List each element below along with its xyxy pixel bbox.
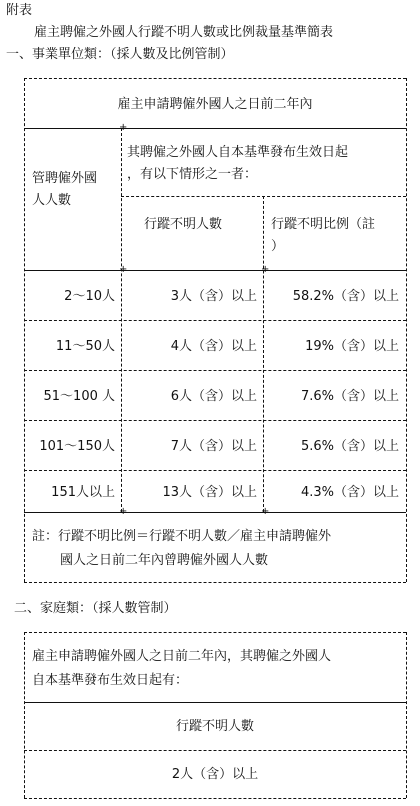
table-border-right bbox=[406, 632, 407, 798]
table-cross: + bbox=[119, 506, 128, 517]
section2-heading: 二、家庭類：（採人數管制） bbox=[14, 601, 177, 616]
row-range: 11～50人 bbox=[55, 339, 115, 354]
table-rule bbox=[24, 470, 406, 471]
section2-header-line2: 自本基準發布生效日起有： bbox=[32, 673, 189, 688]
table-top-header: 雇主申請聘僱外國人之日前二年內 bbox=[117, 97, 313, 112]
table-border-left bbox=[24, 78, 25, 582]
table-rule bbox=[24, 582, 406, 583]
appendix-label: 附表 bbox=[6, 3, 33, 18]
table-note-line1: 註：行蹤不明比例＝行蹤不明人數／雇主申請聘僱外 bbox=[32, 529, 332, 544]
table-rule bbox=[24, 750, 406, 751]
table-rule bbox=[24, 632, 406, 633]
table-rule bbox=[24, 512, 406, 513]
column-divider bbox=[121, 128, 122, 512]
page-title: 雇主聘僱之外國人行蹤不明人數或比例裁量基準簡表 bbox=[34, 25, 334, 40]
table-border-right bbox=[406, 78, 407, 582]
table-rule bbox=[24, 702, 406, 703]
row-count: 4人（含）以上 bbox=[170, 339, 257, 354]
row-range: 101～150人 bbox=[39, 439, 115, 454]
section2-subheader: 行蹤不明人數 bbox=[175, 719, 254, 734]
column-divider bbox=[263, 196, 264, 512]
row-range: 2～10人 bbox=[64, 289, 115, 304]
table-rule bbox=[24, 128, 406, 129]
row-count: 6人（含）以上 bbox=[170, 389, 257, 404]
table-cross: + bbox=[261, 506, 270, 517]
row-ratio: 19%（含）以上 bbox=[305, 339, 399, 354]
table-rule bbox=[24, 420, 406, 421]
col2-header-line2: ，有以下情形之一者： bbox=[127, 167, 258, 182]
row-ratio: 58.2%（含）以上 bbox=[292, 289, 399, 304]
table-rule bbox=[24, 798, 406, 799]
section1-heading: 一、事業單位類：（採人數及比例管制） bbox=[6, 47, 234, 62]
row-ratio: 4.3%（含）以上 bbox=[300, 485, 399, 500]
row-range: 51～100 人 bbox=[43, 389, 115, 404]
col1-header-line2: 人人數 bbox=[32, 193, 72, 208]
section2-header-line1: 雇主申請聘僱外國人之日前二年內，其聘僱之外國人 bbox=[32, 649, 332, 664]
table-rule bbox=[24, 78, 406, 79]
col1-header-line1: 管聘僱外國 bbox=[32, 171, 98, 186]
row-count: 3人（含）以上 bbox=[170, 289, 257, 304]
row-ratio: 7.6%（含）以上 bbox=[300, 389, 399, 404]
sub-header-ratio-line2: ） bbox=[271, 239, 285, 254]
row-count: 13人（含）以上 bbox=[162, 485, 257, 500]
table-cross: + bbox=[119, 264, 128, 275]
sub-header-count: 行蹤不明人數 bbox=[144, 217, 223, 232]
row-count: 7人（含）以上 bbox=[170, 439, 257, 454]
section2-value: 2人（含）以上 bbox=[171, 767, 259, 782]
row-range: 151人以上 bbox=[51, 485, 115, 500]
sub-header-ratio-line1: 行蹤不明比例（註 bbox=[271, 217, 376, 232]
table-rule bbox=[24, 270, 406, 271]
table-rule bbox=[24, 370, 406, 371]
row-ratio: 5.6%（含）以上 bbox=[300, 439, 399, 454]
table-cross: + bbox=[119, 122, 128, 133]
table-note-line2: 國人之日前二年內曾聘僱外國人人數 bbox=[60, 553, 269, 568]
table-cross: + bbox=[261, 264, 270, 275]
table-rule bbox=[24, 320, 406, 321]
col2-header-line1: 其聘僱之外國人自本基準發布生效日起 bbox=[127, 145, 349, 160]
